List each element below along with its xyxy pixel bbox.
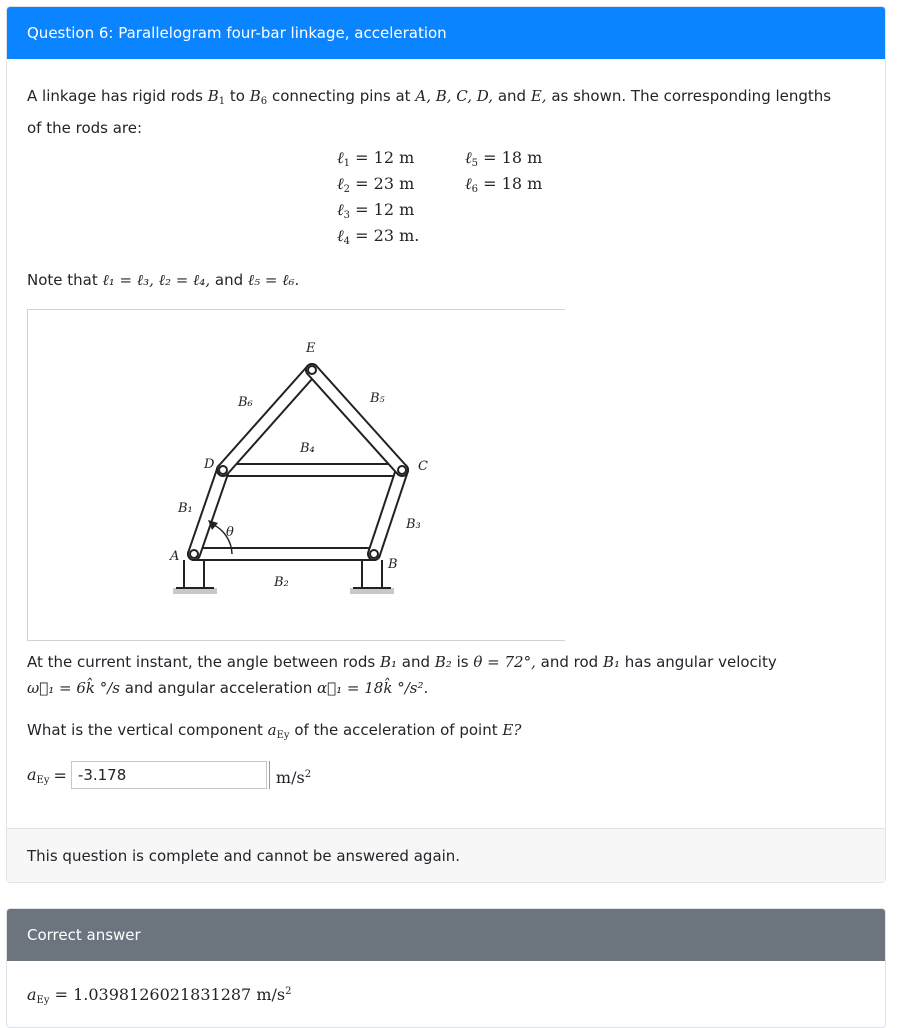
rod-symbol-b1: $B_1$: [207, 87, 226, 107]
pin-c: [398, 466, 406, 474]
correct-answer-value: $a_{Ey} = 1.0398126021831287$ $m/s^2$: [27, 985, 292, 1006]
label-theta: θ: [226, 525, 234, 540]
label-e: E: [306, 341, 316, 356]
linkage-diagram: [28, 310, 564, 640]
length-l4: ℓ$_4$ = 23 m.: [337, 226, 420, 247]
pin-b: [370, 550, 378, 558]
correct-answer-header: [7, 909, 885, 961]
prompt-text: What is the vertical component $a_{Ey}$ of the acceleration of point E?: [27, 721, 522, 741]
length-l2: ℓ$_2$ = 23 m: [337, 174, 415, 195]
pin-a: [190, 550, 198, 558]
answer-unit: $m/s^2$: [269, 761, 311, 789]
pin-e: [308, 366, 316, 374]
instant-text: At the current instant, the angle between rods B₁ and B₂ is θ = 72°, and rod B₁ has angular velocity ω⃗₁ = 6k̂ °/s and angular acceleration α⃗₁ = 18k̂ °/s².: [27, 653, 777, 697]
question-title: Question 6: Parallelogram four-bar linkage, acceleration: [27, 24, 447, 42]
pin-d: [219, 466, 227, 474]
completion-message: This question is complete and cannot be answered again.: [27, 846, 461, 865]
answer-label: $a_{Ey}$: [27, 764, 50, 786]
correct-answer-title: Correct answer: [27, 926, 141, 944]
correct-answer-card: [6, 908, 886, 1028]
label-b6: B₆: [238, 395, 253, 410]
question-card: [6, 6, 886, 883]
label-b4: B₄: [300, 441, 315, 456]
label-a: A: [170, 549, 180, 564]
label-b3: B₃: [406, 517, 421, 532]
label-b5: B₅: [370, 391, 385, 406]
length-l1: ℓ$_1$ = 12 m: [337, 148, 415, 169]
label-b1: B₁: [178, 501, 193, 516]
ground-support-a: [173, 560, 217, 594]
length-l3: ℓ$_3$ = 12 m: [337, 200, 415, 221]
length-l6: ℓ$_6$ = 18 m: [465, 174, 543, 195]
answer-input[interactable]: [71, 761, 267, 789]
answer-row: $a_{Ey}$ = -3.178 $m/s^2$: [27, 759, 311, 791]
label-c: C: [418, 459, 428, 474]
label-d: D: [204, 457, 215, 472]
linkage-figure: [27, 309, 565, 641]
rod-symbol-b6: $B_6$: [249, 87, 268, 107]
note-text: Note that ℓ₁ = ℓ₃, ℓ₂ = ℓ₄, and ℓ₅ = ℓ₆.: [27, 271, 300, 289]
intro-text: A linkage has rigid rods $B_1$ to $B_6$ connecting pins at A, B, C, D, and E, as shown. The corresponding lengths of the rods are:: [27, 87, 832, 137]
question-footer: [7, 828, 885, 882]
question-header: [7, 7, 885, 59]
label-b: B: [388, 557, 398, 572]
length-l5: ℓ$_5$ = 18 m: [465, 148, 543, 169]
label-b2: B₂: [274, 575, 289, 590]
